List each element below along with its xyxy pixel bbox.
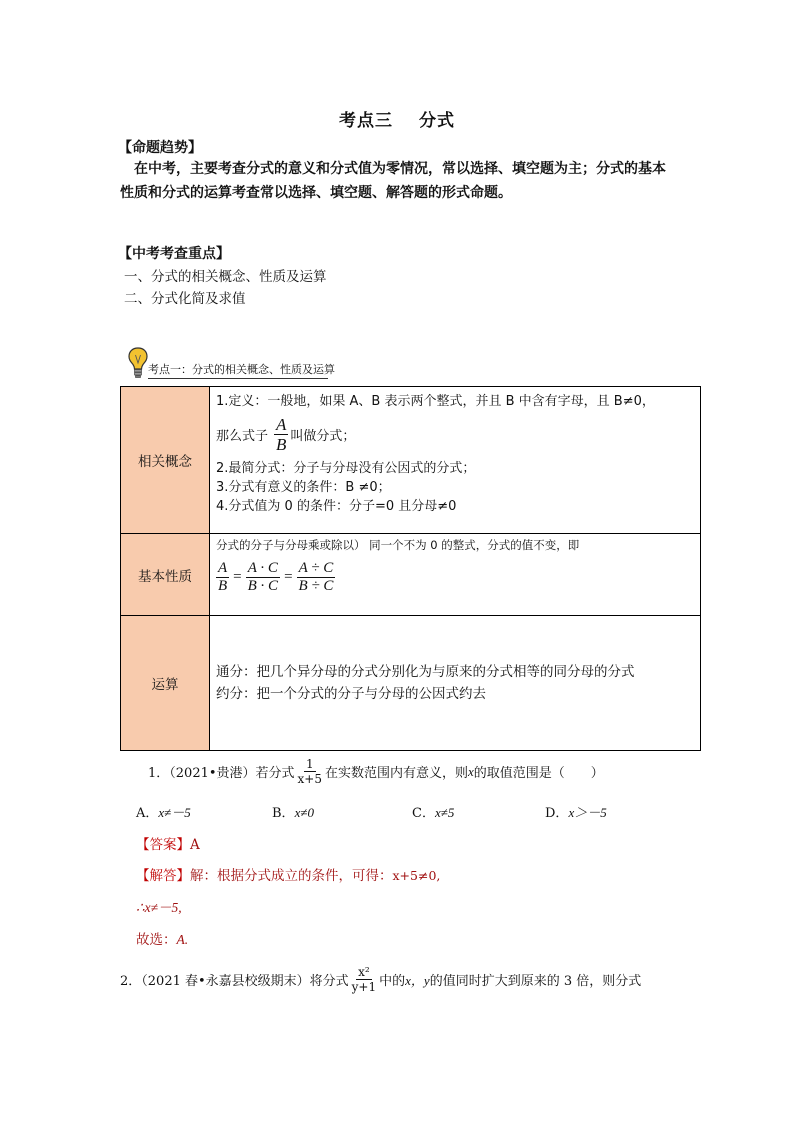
q1-choose (136, 928, 188, 948)
frac-num: A ÷ C (298, 560, 334, 576)
simplest-fraction-line: 2.最简分式：分子与分母没有公因式的分式； (216, 461, 476, 476)
reduction-line: 约分：把一个分式的分子与分母的公因式约去 (216, 686, 486, 702)
concept-table (120, 386, 701, 751)
frac-num: 1 (305, 757, 314, 771)
lightbulb-icon (128, 346, 148, 380)
frac-a-b (216, 561, 229, 594)
property-formula (216, 561, 692, 594)
frac-num: A (218, 560, 228, 576)
frac-den: B ÷ C (298, 578, 334, 594)
equals-sign: = (233, 569, 242, 585)
q1-prefix: 1．（2021•贵港）若分式 (148, 766, 295, 781)
zero-condition-line: 4.分式值为 0 的条件：分子=0 且分母≠0 (216, 499, 457, 514)
answer-tag: 【答案】 (136, 837, 190, 853)
q1-var: x (468, 763, 474, 779)
section-underline (148, 378, 328, 379)
frac-den: y+1 (351, 980, 377, 994)
q2-vars: x，y (405, 973, 430, 988)
common-denominator-line: 通分：把几个异分母的分式分别化为与原来的分式相等的同分母的分式 (216, 664, 635, 680)
row-label-operation: 运算 (121, 616, 210, 751)
row-content-property (210, 534, 701, 616)
table-row (121, 616, 701, 751)
q1-option-b (272, 802, 314, 821)
focus-item-1: 一、分式的相关概念、性质及运算 (124, 269, 327, 285)
formula-lead: 那么式子 (216, 429, 269, 444)
answer-value: A (190, 837, 200, 853)
page-title (0, 106, 794, 131)
solution-text: 解：根据分式成立的条件，可得： (190, 868, 393, 884)
q1-suffix-a: 在实数范围内有意义，则 (325, 766, 469, 781)
option-letter: C． (412, 806, 435, 821)
row-label-concept: 相关概念 (121, 387, 210, 534)
trend-heading: 【命题趋势】 (118, 140, 202, 156)
q2-mid: 中的 (379, 974, 406, 989)
formula-tail: 叫做分式； (290, 429, 356, 444)
option-expr: x≠－5 (158, 805, 191, 820)
q1-therefore: ∴x≠－5, (136, 900, 182, 915)
option-letter: D． (545, 806, 569, 821)
question-1 (148, 758, 604, 785)
table-row (121, 534, 701, 616)
q2-prefix: 2．（2021 春•永嘉县校级期末）将分式 (120, 974, 349, 989)
frac-den: B (218, 578, 228, 594)
q2-fraction (350, 966, 378, 993)
focus-heading: 【中考考查重点】 (118, 246, 230, 262)
fraction-a-over-b (274, 416, 288, 453)
row-content-concept (210, 387, 701, 534)
q1-solution (136, 864, 440, 884)
solution-expr: x+5≠0, (392, 868, 441, 883)
option-expr: x≠0 (294, 805, 314, 820)
solution-tag: 【解答】 (136, 868, 190, 884)
option-expr: x＞－5 (568, 805, 607, 820)
section-label: 考点一：分式的相关概念、性质及运算 (148, 363, 335, 376)
property-text: 分式的分子与分母乘或除以） 同一个不为 0 的整式，分式的值不变，即 (216, 538, 580, 552)
meaningful-condition-line: 3.分式有意义的条件：B ≠0； (216, 480, 391, 495)
frac-den: B · C (247, 578, 279, 594)
frac-ac-bc (246, 561, 280, 594)
q1-answer (136, 833, 200, 853)
q1-option-c (412, 802, 454, 821)
option-expr: x≠5 (434, 805, 455, 820)
q1-suffix-b: 的取值范围是（ ） (473, 766, 604, 781)
frac-num: x² (358, 965, 370, 979)
choose-label: 故选： (136, 932, 177, 948)
focus-item-2: 二、分式化简及求值 (124, 291, 246, 307)
q1-option-d (545, 802, 607, 821)
definition-line: 1.定义：一般地，如果 A、B 表示两个整式，并且 B 中含有字母，且 B≠0， (216, 394, 655, 409)
choose-value: A. (176, 932, 189, 947)
title-left: 考点三 (339, 111, 393, 131)
frac-den: x+5 (297, 772, 322, 786)
title-right: 分式 (419, 111, 455, 131)
definition-formula-line (216, 416, 692, 453)
trend-line-1: 在中考，主要考查分式的意义和分式值为零情况，常以选择、填空题为主；分式的基本 (134, 161, 666, 177)
option-letter: A． (136, 806, 159, 821)
q1-option-a (136, 802, 191, 821)
frac-num: A (276, 415, 287, 434)
table-row (121, 387, 701, 534)
q2-suffix: 的值同时扩大到原来的 3 倍，则分式 (429, 974, 642, 989)
equals-sign: = (284, 569, 293, 585)
frac-num: A · C (247, 560, 278, 576)
row-content-operation (210, 616, 701, 751)
frac-den: B (276, 435, 287, 454)
trend-line-2: 性质和分式的运算考查常以选择、填空题、解答题的形式命题。 (120, 185, 512, 201)
q1-fraction (296, 758, 324, 785)
option-letter: B． (272, 806, 295, 821)
row-label-property: 基本性质 (121, 534, 210, 616)
frac-adivc-bdivc (297, 561, 336, 594)
question-2 (120, 966, 641, 993)
